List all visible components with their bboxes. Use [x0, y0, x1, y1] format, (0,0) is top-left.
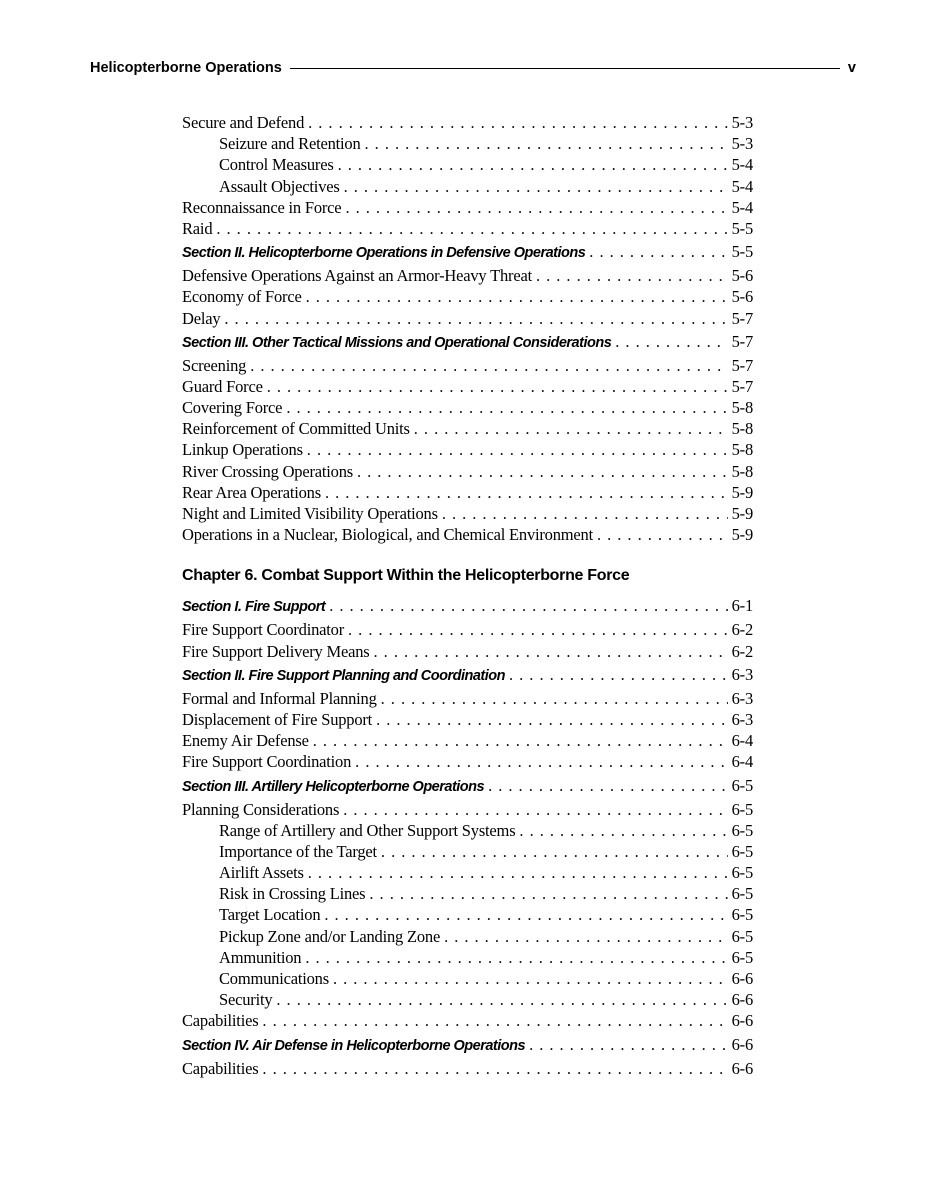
- dot-leader: [267, 377, 728, 397]
- toc-entry-page: 5-6: [731, 287, 753, 307]
- dot-leader: [509, 665, 728, 685]
- dot-leader: [369, 884, 727, 904]
- toc-section-entry[interactable]: [182, 665, 753, 686]
- dot-leader: [488, 776, 728, 796]
- toc-entry-label: Target Location: [219, 905, 321, 925]
- dot-leader: [329, 596, 727, 616]
- toc-entry-label: Planning Considerations: [182, 799, 340, 819]
- toc-entry[interactable]: [182, 842, 753, 863]
- dot-leader: [529, 1035, 728, 1055]
- toc-section-entry[interactable]: [182, 1035, 753, 1056]
- dot-leader: [381, 689, 728, 709]
- toc-entry-label: Enemy Air Defense: [182, 731, 309, 751]
- toc-entry-label: Formal and Informal Planning: [182, 688, 377, 708]
- toc-entry-page: 5-3: [731, 113, 753, 132]
- toc-entry-page: 5-4: [731, 176, 753, 196]
- dot-leader: [381, 842, 728, 862]
- toc-entry-label: Screening: [182, 355, 247, 375]
- toc-entry-page: 6-5: [731, 905, 753, 925]
- toc-entry-page: 5-3: [731, 134, 753, 154]
- toc-entry-label: Capabilities: [182, 1058, 259, 1078]
- toc-entry[interactable]: [182, 948, 753, 969]
- toc-entry-page: 5-7: [731, 331, 753, 351]
- toc-entry[interactable]: [182, 710, 753, 731]
- dot-leader: [308, 113, 727, 133]
- toc-entry-page: 6-5: [731, 841, 753, 861]
- toc-entry[interactable]: [182, 884, 753, 905]
- dot-leader: [216, 219, 727, 239]
- toc-entry-label: Assault Objectives: [219, 176, 340, 196]
- dot-leader: [357, 462, 728, 482]
- toc-entry-page: 5-4: [731, 155, 753, 175]
- toc-entry[interactable]: [182, 752, 753, 773]
- toc-entry-label: Risk in Crossing Lines: [219, 884, 366, 904]
- toc-entry-label: Airlift Assets: [219, 863, 304, 883]
- toc-entry-page: 5-4: [731, 197, 753, 217]
- toc-entry[interactable]: [182, 620, 753, 641]
- toc-entry[interactable]: [182, 113, 753, 134]
- toc-entry-page: 6-6: [731, 1034, 753, 1054]
- toc-entry-label: Displacement of Fire Support: [182, 709, 373, 729]
- dot-leader: [343, 800, 727, 820]
- toc-entry-label: Economy of Force: [182, 287, 302, 307]
- toc-entry[interactable]: [182, 356, 753, 377]
- toc-section-entry[interactable]: [182, 776, 753, 797]
- toc-entry-page: 5-9: [731, 525, 753, 545]
- dot-leader: [306, 287, 728, 307]
- toc-entry-page: 5-9: [731, 504, 753, 523]
- toc-entry-label: Operations in a Nuclear, Biological, and Chemical Environment: [182, 525, 593, 545]
- running-header: [90, 58, 856, 78]
- toc-entry[interactable]: [182, 525, 753, 546]
- dot-leader: [325, 483, 728, 503]
- chapter-heading: Chapter 6. Combat Support Within the Helicopterborne Force: [182, 567, 630, 585]
- dot-leader: [313, 731, 728, 751]
- toc-entry-page: 6-3: [731, 688, 753, 708]
- toc-entry-page: 6-4: [731, 752, 753, 772]
- toc-entry[interactable]: [182, 504, 753, 525]
- toc-entry[interactable]: [182, 483, 753, 504]
- toc-entry-page: 6-6: [731, 969, 753, 988]
- toc-entry-page: 6-1: [731, 596, 753, 616]
- toc-entry-page: 6-5: [731, 775, 753, 795]
- toc-entry[interactable]: [182, 419, 753, 440]
- toc-entry-label: Ammunition: [219, 947, 302, 967]
- toc-entry[interactable]: [182, 863, 753, 884]
- dot-leader: [286, 398, 727, 418]
- toc-entry-page: 5-8: [731, 419, 753, 439]
- toc-entry-label: Capabilities: [182, 1011, 259, 1031]
- dot-leader: [589, 242, 727, 262]
- dot-leader: [442, 504, 728, 524]
- toc-entry-page: 5-8: [731, 461, 753, 481]
- toc-entry[interactable]: [182, 1011, 753, 1032]
- toc-section-entry[interactable]: [182, 242, 753, 263]
- toc-entry-label: Section II. Fire Support Planning and Coordination: [182, 667, 505, 684]
- toc-entry-label: Fire Support Coordinator: [182, 620, 345, 640]
- toc-entry-page: 6-6: [731, 990, 753, 1010]
- toc-entry-label: Linkup Operations: [182, 440, 303, 460]
- toc-entry-page: 6-5: [731, 884, 753, 904]
- toc-entry[interactable]: [182, 642, 753, 663]
- toc-entry-label: Reinforcement of Committed Units: [182, 419, 410, 439]
- toc-entry-page: 5-7: [731, 376, 753, 396]
- dot-leader: [365, 134, 728, 154]
- dot-leader: [444, 927, 728, 947]
- dot-leader: [250, 356, 727, 376]
- dot-leader: [414, 419, 728, 439]
- toc-entry-page: 6-4: [731, 731, 753, 751]
- toc-entry-label: Raid: [182, 218, 213, 238]
- dot-leader: [348, 620, 728, 640]
- dot-leader: [536, 266, 728, 286]
- toc-entry[interactable]: [182, 309, 753, 330]
- dot-leader: [355, 752, 727, 772]
- toc-entry-label: Section I. Fire Support: [182, 599, 326, 616]
- toc-entry-label: Section III. Artillery Helicopterborne Operations: [182, 778, 485, 795]
- toc-entry-label: Security: [219, 990, 273, 1010]
- toc-entry-label: Reconnaissance in Force: [182, 197, 342, 217]
- dot-leader: [338, 155, 728, 175]
- toc-entry-label: Communications: [219, 969, 329, 988]
- toc-entry-label: Delay: [182, 308, 221, 328]
- toc-entry-page: 5-5: [731, 242, 753, 262]
- dot-leader: [597, 525, 728, 545]
- toc-entry-page: 5-8: [731, 398, 753, 418]
- toc-entry-label: Section IV. Air Defense in Helicopterborne Operations: [182, 1037, 526, 1054]
- dot-leader: [307, 440, 728, 460]
- toc-entry[interactable]: [182, 462, 753, 483]
- dot-leader: [344, 177, 728, 197]
- toc-entry-page: 5-6: [731, 266, 753, 286]
- toc-entry-page: 6-3: [731, 664, 753, 684]
- dot-leader: [224, 309, 727, 329]
- toc-entry-label: Night and Limited Visibility Operations: [182, 504, 438, 523]
- toc-entry-page: 6-6: [731, 1011, 753, 1031]
- dot-leader: [276, 990, 727, 1010]
- running-header-title: Helicopterborne Operations: [90, 60, 282, 76]
- toc-entry[interactable]: [182, 990, 753, 1011]
- toc-entry[interactable]: [182, 927, 753, 948]
- toc-entry[interactable]: [182, 969, 753, 990]
- toc-entry-label: Rear Area Operations: [182, 482, 321, 502]
- toc-entry-page: 6-5: [731, 799, 753, 819]
- toc-entry-page: 5-7: [731, 308, 753, 328]
- page-number: v: [847, 60, 856, 76]
- toc-entry[interactable]: [182, 134, 753, 155]
- toc-entry-page: 5-7: [731, 355, 753, 375]
- toc-entry-label: Fire Support Delivery Means: [182, 641, 370, 661]
- toc-entry-label: Secure and Defend: [182, 113, 305, 132]
- toc-entry-label: Covering Force: [182, 398, 283, 418]
- toc-entry-label: Defensive Operations Against an Armor-Heavy Threat: [182, 266, 532, 286]
- toc-entry-page: 6-2: [731, 641, 753, 661]
- toc-entry-label: Pickup Zone and/or Landing Zone: [219, 926, 441, 946]
- dot-leader: [376, 710, 728, 730]
- toc-entry-page: 6-5: [731, 926, 753, 946]
- toc-entry[interactable]: [182, 731, 753, 752]
- toc-entry-page: 6-2: [731, 620, 753, 640]
- toc-entry-label: Importance of the Target: [219, 841, 377, 861]
- dot-leader: [374, 642, 728, 662]
- dot-leader: [324, 905, 727, 925]
- toc-entry-label: Seizure and Retention: [219, 134, 361, 154]
- toc-entry-label: Guard Force: [182, 376, 263, 396]
- dot-leader: [308, 863, 728, 883]
- toc-entry[interactable]: [182, 689, 753, 710]
- dot-leader: [262, 1059, 727, 1079]
- toc-entry-label: River Crossing Operations: [182, 461, 353, 481]
- toc-entry[interactable]: [182, 177, 753, 198]
- toc-entry-label: Range of Artillery and Other Support Systems: [219, 820, 516, 840]
- toc-entry[interactable]: [182, 440, 753, 461]
- toc-entry-page: 5-8: [731, 440, 753, 460]
- dot-leader: [305, 948, 727, 968]
- toc-section-entry[interactable]: [182, 332, 753, 353]
- toc-entry-page: 6-3: [731, 709, 753, 729]
- header-rule: [290, 68, 840, 69]
- toc-entry[interactable]: [182, 155, 753, 176]
- toc-entry[interactable]: [182, 800, 753, 821]
- toc-entry-label: Fire Support Coordination: [182, 752, 352, 772]
- toc-entry-page: 6-5: [731, 947, 753, 967]
- dot-leader: [615, 332, 727, 352]
- toc-entry[interactable]: [182, 287, 753, 308]
- toc-entry[interactable]: [182, 821, 753, 842]
- toc-entry[interactable]: [182, 266, 753, 287]
- toc-entry-page: 6-5: [731, 820, 753, 840]
- table-of-contents: [182, 113, 753, 1080]
- toc-entry-page: 6-6: [731, 1058, 753, 1078]
- toc-entry-page: 5-9: [731, 482, 753, 502]
- toc-entry[interactable]: [182, 377, 753, 398]
- toc-entry[interactable]: [182, 1059, 753, 1080]
- toc-entry-label: Section III. Other Tactical Missions and Operational Considerations: [182, 334, 612, 351]
- toc-entry-page: 5-5: [731, 218, 753, 238]
- toc-entry[interactable]: [182, 398, 753, 419]
- toc-entry-label: Control Measures: [219, 155, 334, 175]
- toc-entry[interactable]: [182, 198, 753, 219]
- toc-entry-label: Section II. Helicopterborne Operations in Defensive Operations: [182, 245, 586, 262]
- toc-entry[interactable]: [182, 905, 753, 926]
- dot-leader: [345, 198, 727, 218]
- toc-entry-page: 6-5: [731, 863, 753, 883]
- dot-leader: [333, 969, 728, 989]
- dot-leader: [519, 821, 727, 841]
- toc-section-entry[interactable]: [182, 596, 753, 617]
- dot-leader: [262, 1011, 727, 1031]
- toc-entry[interactable]: [182, 219, 753, 240]
